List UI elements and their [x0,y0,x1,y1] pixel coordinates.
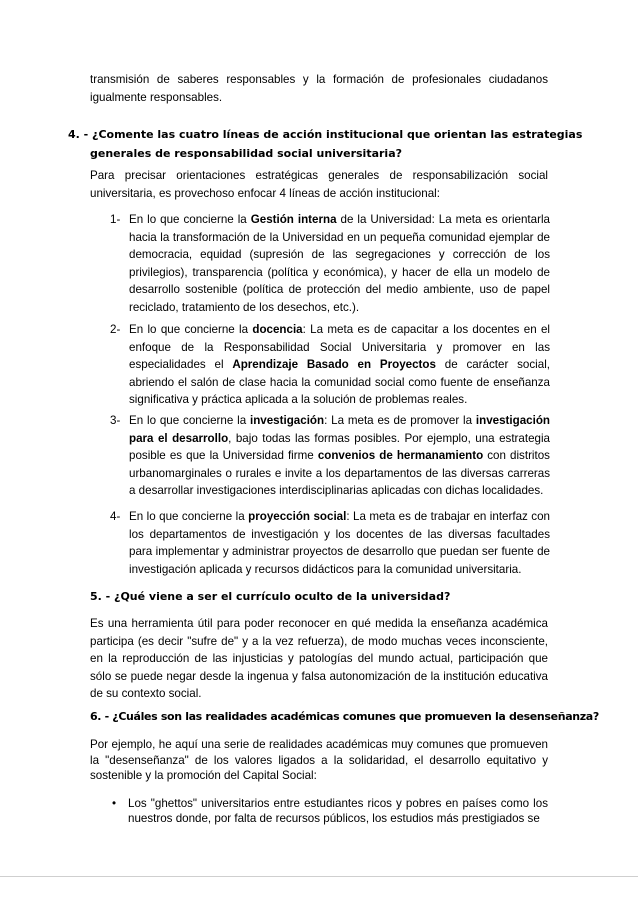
bold-term: investigación [249,414,325,427]
bullet-text: Los "ghettos" universitarios entre estudiantes ricos y pobres en países como los nuestros donde, por falta de recursos públicos, los estudios más prestigiados se [128,797,548,825]
list-item-investigacion [110,412,550,500]
question-6-heading: 6. - ¿Cuáles son las realidades académicas comunes que promueven la desenseñanza? [90,710,599,723]
question-5-heading: 5. - ¿Qué viene a ser el currículo oculto de la universidad? [90,590,451,603]
list-item-gestion [110,211,550,316]
question-4-intro: Para precisar orientaciones estratégicas generales de responsabilización social universitaria, es provechoso enfocar 4 líneas de acción institucional: [90,169,548,200]
intro-line-1: transmisión de saberes responsables y la formación de profesionales ciudadanos [90,73,548,86]
list-number: 1- [110,213,121,226]
list-text: En lo que concierne la docencia: La meta es de capacitar a los docentes en el enfoque de la Responsabilidad Social Universitaria y promover en las especialidades el Aprendizaje Basado en Proyectos de carácter social, abriendo el salón de clase hacia la comunidad social como fuente de enseñanza significativa y práctica aplicada a la solución de problemas reales. [129,323,551,406]
intro-paragraph [90,71,548,106]
intro-line-2: igualmente responsables. [90,90,223,104]
page-bottom-divider [0,876,638,877]
list-number: 3- [110,414,121,427]
question-6-body: Por ejemplo, he aquí una serie de realidades académicas muy comunes que promueven la "desenseñanza" de los valores ligados a la solidaridad, el desarrollo equitativo y sostenible y la promoción del Capital Social: [90,738,548,782]
question-4-heading-line-1: 4. - ¿Comente las cuatro líneas de acción institucional que orientan las estrategias [68,128,583,141]
bullet-icon: • [112,797,117,810]
list-text: En lo que concierne la Gestión interna de la Universidad: La meta es orientarla hacia la transformación de la Universidad en un pequeña comunidad ejemplar de democracia, equidad (supresión de las segregaciones y corrección de los privilegios), transparencia (política y económica), y hacer de ella un modelo de desarrollo sostenible (política de protección del medio ambiente, uso de papel reciclado, tratamiento de los desechos, etc.). [129,213,550,314]
list-text: En lo que concierne la investigación: La meta es de promover la investigación para el desarrollo, bajo todas las formas posibles. Por ejemplo, una estrategia posible es que la Universidad firme convenios de hermanamiento con distritos urbanomarginales o rurales e invite a los departamentos de las diversas carreras a desarrollar investigaciones interdisciplinarias aplicadas con dichas localidades. [129,414,550,497]
list-number: 2- [110,323,121,336]
bold-term: docencia [252,323,303,336]
bold-term: proyección social [248,510,347,523]
bullet-item [112,796,548,826]
list-text: En lo que concierne la proyección social: La meta es de trabajar en interfaz con los departamentos de investigación y los docentes de las diversas facultades para implementar y administrar proyectos de desarrollo que puedan ser fuente de investigación aplicada y recursos didácticos para la comunidad universitaria. [129,510,550,576]
bold-term: investigación para el desarrollo [129,414,550,445]
list-item-proyeccion [110,508,550,578]
bold-term: Aprendizaje Basado en Proyectos [232,358,436,371]
question-4-heading-line-2: generales de responsabilidad social universitaria? [90,147,403,160]
question-4-heading [68,125,583,163]
bold-term: convenios de hermanamiento [317,449,484,462]
bold-term: Gestión interna [250,213,337,226]
list-number: 4- [110,510,121,523]
question-5-body: Es una herramienta útil para poder reconocer en qué medida la enseñanza académica participa (es decir "sufre de" y a la vez refuerza), de modo muchas veces inconsciente, en la reproducción de las injusticias y patologías del mundo actual, participación que sólo se puede negar desde la ingenua y falsa autonomización de la institución educativa de su contexto social. [90,617,548,700]
list-item-docencia [110,321,550,409]
